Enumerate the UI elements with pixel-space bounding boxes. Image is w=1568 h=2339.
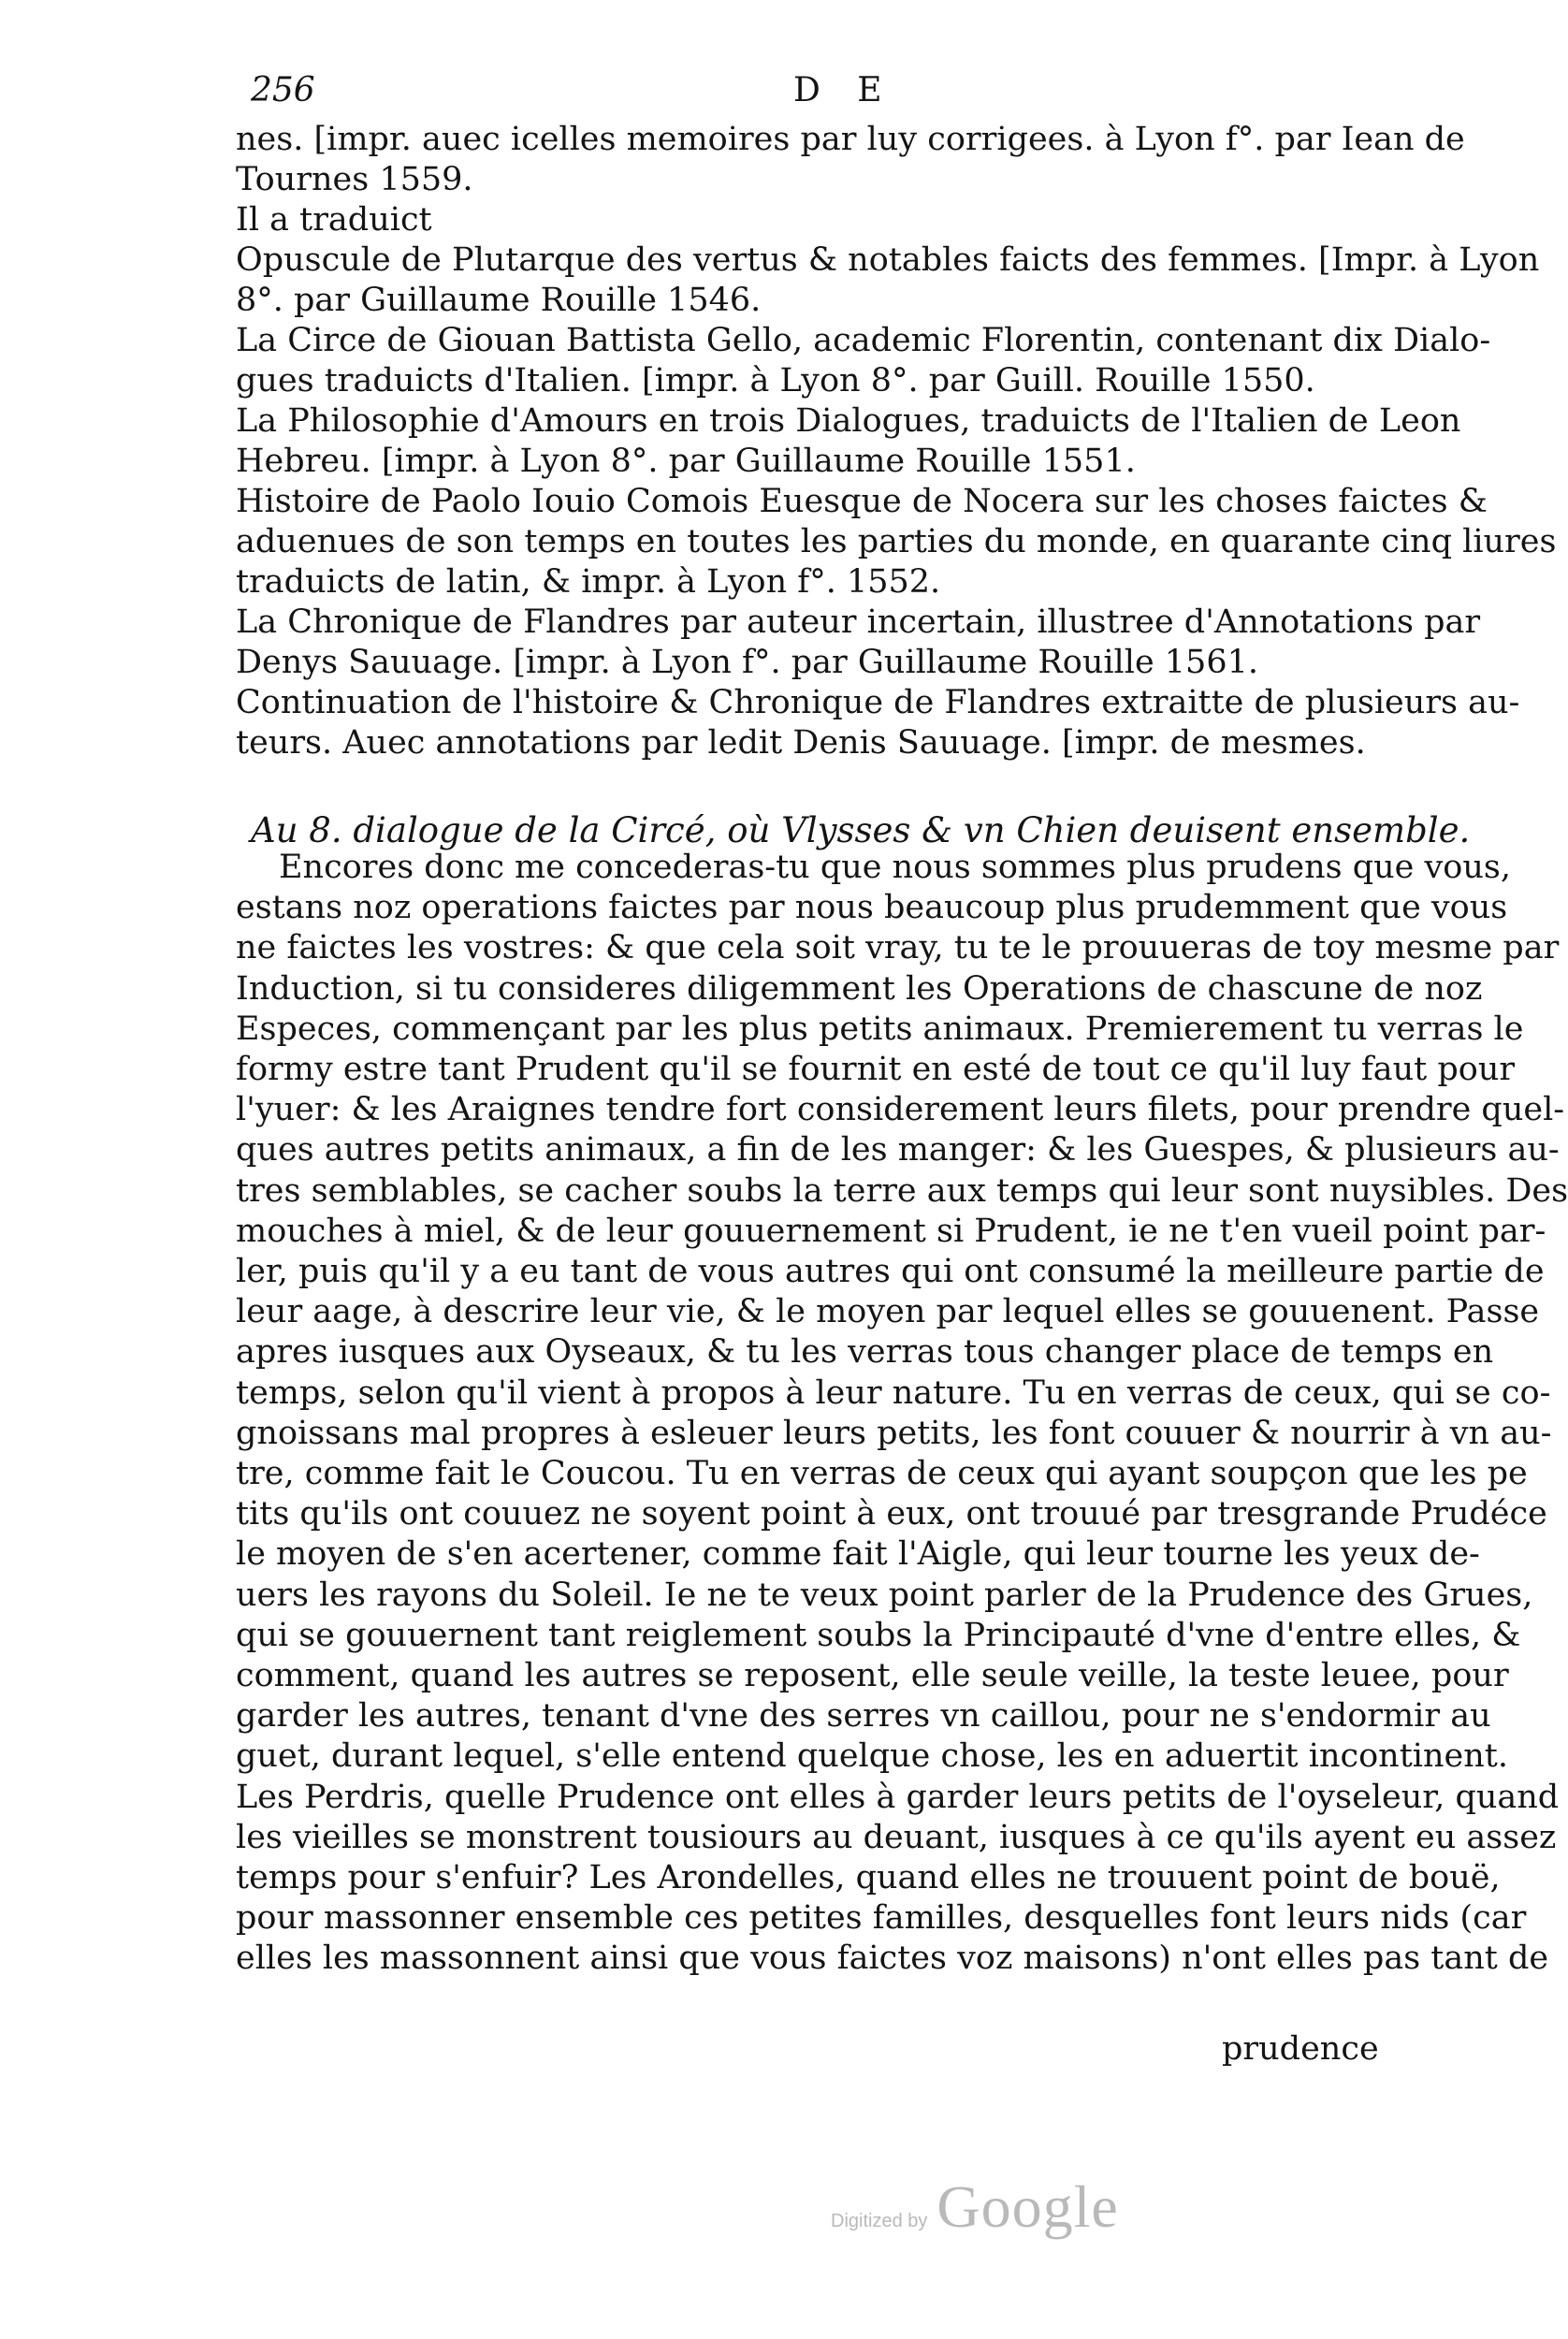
body-line: ques autres petits animaux, a fin de les manger: & les Guespes, & plusieurs au- bbox=[236, 1131, 1560, 1170]
body-line: guet, durant lequel, s'elle entend quelque chose, les en aduertit incontinent. bbox=[236, 1737, 1508, 1776]
body-line: mouches à miel, & de leur gouuernement si Prudent, ie ne t'en vueil point par- bbox=[236, 1212, 1546, 1250]
body-text bbox=[236, 848, 1568, 1980]
body-line: gnoissans mal propres à esleuer leurs petits, les font couuer & nourrir à vn au- bbox=[236, 1414, 1552, 1452]
entry-line: teurs. Auec annotations par ledit Denis Sauuage. [impr. de mesmes. bbox=[236, 724, 1366, 762]
body-line: tits qu'ils ont couuez ne soyent point à eux, ont trouué par tresgrande Prudéce bbox=[236, 1495, 1547, 1533]
body-line: tres semblables, se cacher soubs la terre aux temps qui leur sont nuysibles. Des bbox=[236, 1171, 1568, 1210]
bibliography-entry bbox=[236, 603, 1481, 683]
body-line: qui se gouuernent tant reiglement soubs la Principauté d'vne d'entre elles, & bbox=[236, 1616, 1521, 1654]
running-head: D E bbox=[793, 71, 895, 109]
body-line: garder les autres, tenant d'vne des serres vn caillou, pour ne s'endormir au bbox=[236, 1697, 1491, 1736]
bibliography-entry bbox=[236, 240, 1540, 321]
entry-line: Opuscule de Plutarque des vertus & notables faicts des femmes. [Impr. à Lyon bbox=[236, 241, 1540, 279]
page-number: 256 bbox=[251, 71, 315, 109]
google-logo: Google bbox=[936, 2173, 1119, 2240]
digitized-watermark bbox=[831, 2172, 1119, 2242]
catchword: prudence bbox=[1222, 2030, 1379, 2068]
bibliography-entry bbox=[236, 401, 1461, 482]
watermark-prefix: Digitized by bbox=[831, 2211, 928, 2231]
section-title: Au 8. dialogue de la Circé, où Vlysses & vn Chien deuisent ensemble. bbox=[251, 810, 1471, 850]
entry-line: La Chronique de Flandres par auteur incertain, illustree d'Annotations par bbox=[236, 603, 1481, 641]
body-line: ler, puis qu'il y a eu tant de vous autres qui ont consumé la meilleure partie de bbox=[236, 1253, 1545, 1291]
entry-line: Tournes 1559. bbox=[236, 161, 473, 198]
bibliography-entries bbox=[236, 120, 1557, 763]
page-header bbox=[251, 71, 1373, 127]
body-line: l'yuer: & les Araignes tendre fort considerement leurs filets, pour prendre quel- bbox=[236, 1091, 1565, 1129]
bibliography-entry bbox=[236, 683, 1520, 763]
entry-line: Denys Sauuage. [impr. à Lyon f°. par Guillaume Rouille 1561. bbox=[236, 644, 1258, 681]
body-line: Induction, si tu consideres diligemment les Operations de chascune de noz bbox=[236, 969, 1483, 1008]
entry-line: Histoire de Paolo Iouio Comois Euesque de Nocera sur les choses faictes & bbox=[236, 483, 1488, 520]
body-line: comment, quand les autres se reposent, elle seule veille, la teste leuee, pour bbox=[236, 1657, 1509, 1695]
entry-line: traduicts de latin, & impr. à Lyon f°. 1552. bbox=[236, 563, 941, 601]
entry-line: Hebreu. [impr. à Lyon 8°. par Guillaume Rouille 1551. bbox=[236, 443, 1136, 480]
entry-line: gues traduicts d'Italien. [impr. à Lyon 8°. par Guill. Rouille 1550. bbox=[236, 362, 1315, 400]
entry-line: nes. [impr. auec icelles memoires par luy corrigees. à Lyon f°. par Iean de bbox=[236, 121, 1465, 158]
body-line: le moyen de s'en acertener, comme fait l'Aigle, qui leur tourne les yeux de- bbox=[236, 1535, 1480, 1574]
bibliography-entry bbox=[236, 200, 1375, 240]
entry-line: La Circe de Giouan Battista Gello, academic Florentin, contenant dix Dialo- bbox=[236, 322, 1491, 359]
body-line: Especes, commençant par les plus petits animaux. Premierement tu verras le bbox=[236, 1010, 1524, 1048]
bibliography-entry bbox=[236, 120, 1465, 200]
entry-line: 8°. par Guillaume Rouille 1546. bbox=[236, 282, 762, 319]
entry-line: Il a traduict bbox=[236, 201, 432, 239]
entry-line: Continuation de l'histoire & Chronique de Flandres extraitte de plusieurs au- bbox=[236, 684, 1520, 721]
body-line: apres iusques aux Oyseaux, & tu les verras tous changer place de temps en bbox=[236, 1333, 1494, 1372]
body-line: formy estre tant Prudent qu'il se fournit en esté de tout ce qu'il luy faut pour bbox=[236, 1051, 1516, 1089]
body-line: temps pour s'enfuir? Les Arondelles, quand elles ne trouuent point de bouë, bbox=[236, 1859, 1501, 1897]
bibliography-entry bbox=[236, 321, 1491, 401]
body-line: temps, selon qu'il vient à propos à leur nature. Tu en verras de ceux, qui se co- bbox=[236, 1373, 1551, 1412]
body-line: leur aage, à descrire leur vie, & le moyen par lequel elles se gouuenent. Passe bbox=[236, 1293, 1540, 1331]
body-line: estans noz operations faictes par nous beaucoup plus prudemment que vous bbox=[236, 889, 1508, 927]
bibliography-entry bbox=[236, 482, 1557, 603]
entry-line: La Philosophie d'Amours en trois Dialogues, traduicts de l'Italien de Leon bbox=[236, 402, 1461, 440]
body-line: pour massonner ensemble ces petites familles, desquelles font leurs nids (car bbox=[236, 1899, 1527, 1938]
body-line: elles les massonnent ainsi que vous faictes voz maisons) n'ont elles pas tant de bbox=[236, 1939, 1549, 1978]
body-line: les vieilles se monstrent tousiours au deuant, iusques à ce qu'ils ayent eu assez bbox=[236, 1818, 1557, 1856]
body-line: uers les rayons du Soleil. Ie ne te veux point parler de la Prudence des Grues, bbox=[236, 1576, 1533, 1614]
entry-line: aduenues de son temps en toutes les parties du monde, en quarante cinq liures bbox=[236, 523, 1557, 560]
body-line: ne faictes les vostres: & que cela soit vray, tu te le prouueras de toy mesme par bbox=[236, 929, 1560, 967]
body-line: Les Perdris, quelle Prudence ont elles à garder leurs petits de l'oyseleur, quand bbox=[236, 1778, 1560, 1816]
body-line: Encores donc me concederas-tu que nous sommes plus prudens que vous, bbox=[279, 849, 1511, 886]
body-line: tre, comme fait le Coucou. Tu en verras de ceux qui ayant soupçon que les pe bbox=[236, 1455, 1528, 1493]
